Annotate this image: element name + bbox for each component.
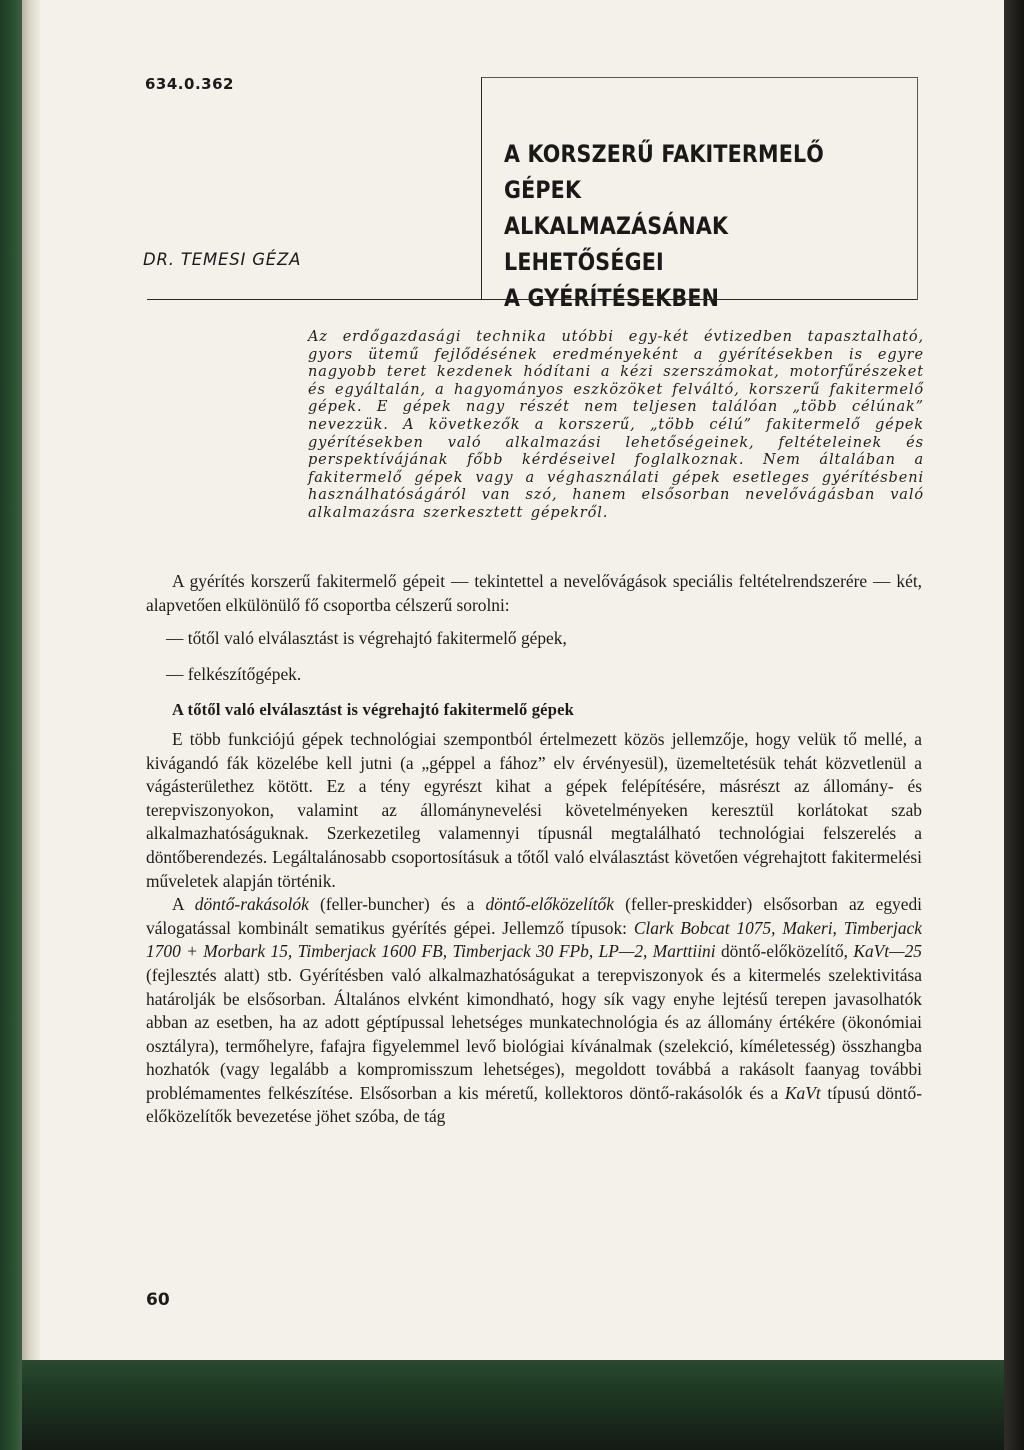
- machine-types: Clark Bobcat 1075, Makeri, Timberjack 1700 + Morbark 15, Timberjack 1600 FB, Timberjack 30 FPb, LP—2, Marttiini: [146, 917, 922, 962]
- title-line: ALKALMAZÁSÁNAK LEHETŐSÉGEI: [504, 212, 729, 276]
- body-paragraph: E több funkciójú gépek technológiai szempontból értelmezett közös jellemzője, hogy velük tő mellé, a kivágandó fák közelébe kell jutni (a „géppel a fához” elv érvényesül), üzemeltetésük tehát közvetlenül a vágásterülethez kötött. Ez a tény egyrészt kihat a gépek felépítésére, másrészt az állomány- és terepviszonyokon, valamint az állománynevelési követelményeken keresztül korlátokat szab alkalmazhatóságuknak. Szerkezetileg valamennyi típusnál megtalálható technológiai felszerelés a döntőberendezés. Legáltalánosabb csoportosításuk a tőtől való elválasztást követően végrehajtott fakitermelési műveletek alapján történik.: [146, 728, 922, 891]
- article-body: [146, 570, 922, 1129]
- text-run: (feller-preskidder) elsősorban az egyedi válogatással kombinált sematikus gyérítés gépei. Jellemző típusok:: [146, 894, 922, 938]
- text-run: döntő-előközelítő,: [715, 941, 854, 962]
- title-line: A KORSZERŰ FAKITERMELŐ GÉPEK: [504, 140, 825, 204]
- book-binding-right: [1004, 0, 1024, 1450]
- term-italic: KaVt: [784, 1082, 821, 1103]
- text-run: (feller-buncher) és a: [308, 894, 486, 915]
- book-binding-left: [0, 0, 22, 1450]
- term-italic: döntő-előközelítők: [485, 894, 614, 915]
- header-rule: [147, 299, 917, 300]
- list-item: — felkészítőgépek.: [166, 663, 302, 684]
- machine-group-list: [146, 627, 922, 686]
- body-paragraph: [146, 893, 922, 1129]
- text-run: (fejlesztés alatt) stb. Gyérítésben való alkalmazhatóságukat a terepviszonyok és a kitermelés szelektivitása határolják be elsősorban. Általános elvként kimondható, hogy sík vagy enyhe lejtésű terepen javasolhatók abban az esetben, ha az adott géptípussal lehetséges munkatechnológia és az állomány értékére (ökonómiai osztályra), termőhelyre, fafajra figyelemmel levő biológiai kívánalmak (szelekció, kíméletesség) összhangba hozhatók (vagy legalább a kompromisszum lehetséges), megoldott továbbá a rakásolt faanyag további problémamentes felkészítése. Elsősorban a kis méretű, kollektoros döntő-rakásolók és a: [146, 964, 922, 1103]
- abstract: Az erdőgazdasági technika utóbbi egy-két évtizedben tapasztalható, gyors ütemű fejlődésének eredményeként a gyérítésekben is egyre nagyobb teret kezdenek hódítani a kézi szerszámokat, motorfűrészeket és egyáltalán, a hagyományos eszközöket felváltó, korszerű fakitermelő gépek. E gépek nagy részét nem teljesen találóan „több célúnak” nevezzük. A következők a korszerű, „több célú” fakitermelő gépek gyérítésekben való alkalmazási lehetőségeinek, feltételeinek és perspektívájának főbb kérdéseivel foglalkoznak. Nem általában a fakitermelő gépek vagy a véghasználati gépek esetleges gyérítésbeni használhatóságáról van szó, hanem elsősorban nevelővágásban való alkalmazásra szerkesztett gépekről.: [308, 329, 924, 521]
- text-run: típusú döntő-előközelítők bevezetése jöhet szóba, de tág: [146, 1082, 922, 1127]
- book-cover-bottom: [22, 1360, 1004, 1450]
- author-name: DR. TEMESI GÉZA: [143, 250, 302, 269]
- section-heading: A tőtől való elválasztást is végrehajtó fakitermelő gépek: [172, 700, 574, 720]
- intro-paragraph: A gyérítés korszerű fakitermelő gépeit — tekintettel a nevelővágások speciális feltételrendszerére — két, alapvetően elkülönülő fő csoportba célszerű sorolni:: [146, 571, 922, 615]
- term-italic: döntő-rakásolók: [194, 894, 309, 915]
- page-number: 60: [146, 1290, 170, 1310]
- article-title: [504, 136, 857, 316]
- text-run: A: [172, 894, 195, 915]
- page-edge: [22, 0, 40, 1450]
- term-italic: KaVt—25: [853, 941, 922, 962]
- title-line: A GYÉRÍTÉSEKBEN: [504, 284, 720, 312]
- list-item: — tőtől való elválasztást is végrehajtó fakitermelő gépek,: [166, 628, 567, 649]
- classification-number: 634.0.362: [145, 75, 234, 93]
